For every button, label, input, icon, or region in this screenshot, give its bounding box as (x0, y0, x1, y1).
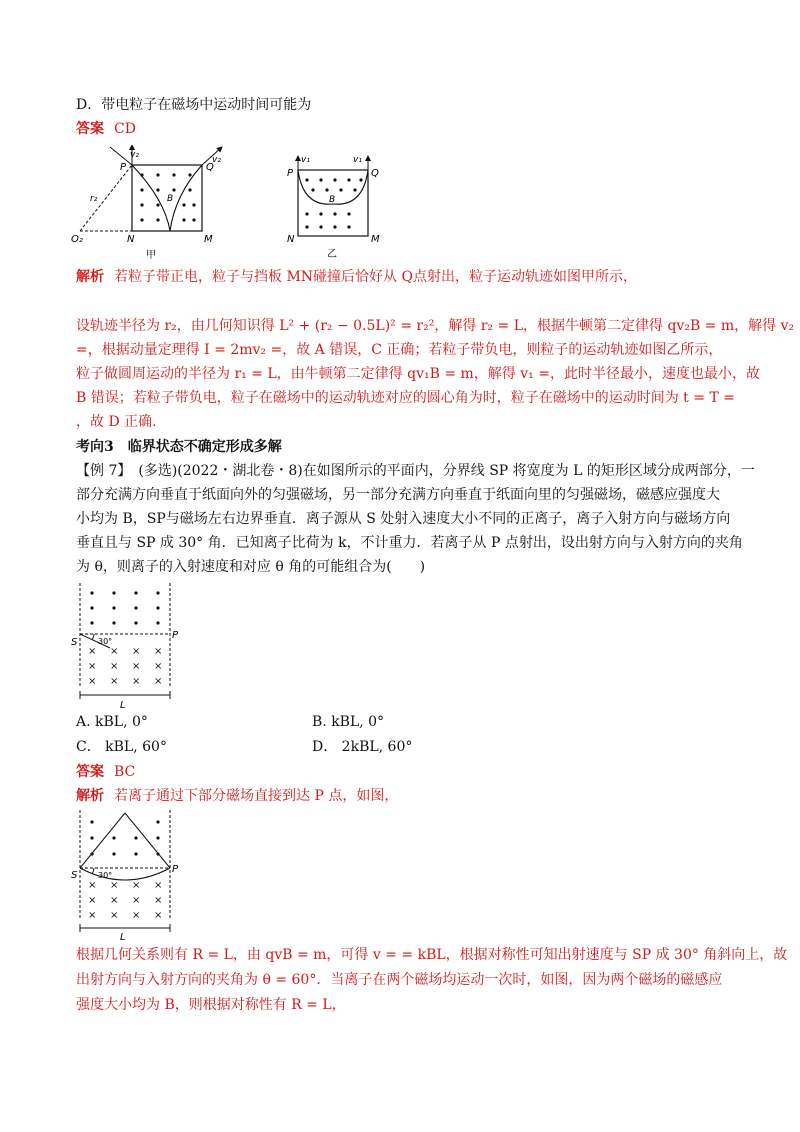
caption-yi: 乙 (327, 249, 337, 260)
analysis-label: 解析 (76, 788, 104, 804)
svg-text:×: × (110, 880, 119, 891)
svg-text:×: × (154, 676, 163, 687)
svg-text:×: × (110, 910, 119, 921)
example-line-4: 垂直且与 SP 成 30° 角．已知离子比荷为 k，不计重力．若离子从 P 点射出，设出射方向与入射方向的夹角 (76, 535, 743, 551)
example-line-2: 部分充满方向垂直于纸面向外的匀强磁场，另一部分充满方向垂直于纸面向里的匀强磁场，磁感应强度大 (76, 487, 720, 503)
analysis-line-5: B 错误；若粒子带负电，粒子在磁场中的运动轨迹对应的圆心角为时，粒子在磁场中的运动时间为 t = T = (76, 390, 735, 406)
option-c: C． kBL, 60° (76, 739, 167, 755)
figure-example (70, 583, 190, 713)
svg-text:×: × (88, 880, 97, 891)
label-s: S (71, 637, 78, 648)
svg-text:×: × (88, 661, 97, 672)
example-line-3: 小均为 B，SP与磁场左右边界垂直．离子源从 S 处射入速度大小不同的正离子，离子入射方向与磁场方向 (76, 511, 731, 527)
caption-jia: 甲 (146, 250, 156, 260)
label-v1-left: v₁ (301, 155, 310, 165)
svg-text:×: × (88, 646, 97, 657)
option-a: A. kBL, 0° (76, 714, 148, 730)
label-p: P (172, 630, 179, 641)
label-b: B (167, 194, 174, 204)
label-n: N (127, 234, 135, 245)
label-r2: r₂ (90, 194, 98, 204)
answer-line (76, 120, 136, 138)
label-q: Q (206, 162, 214, 173)
figure-yi (283, 152, 393, 260)
label-p: P (120, 162, 127, 173)
label-n: N (287, 234, 295, 245)
svg-text:×: × (110, 676, 119, 687)
label-m: M (204, 234, 213, 245)
svg-text:×: × (88, 676, 97, 687)
svg-text:×: × (132, 910, 141, 921)
svg-text:×: × (154, 880, 163, 891)
analysis-line-2: 设轨迹半径为 r₂，由几何知识得 L² + (r₂ − 0.5L)² = r₂²，解得 r₂ = L，根据牛顿第二定律得 qv₂B = m，解得 v₂ (76, 318, 795, 334)
svg-text:×: × (154, 646, 163, 657)
label-v2-right: v₂ (212, 155, 221, 165)
label-l: L (120, 932, 126, 940)
label-p: P (172, 864, 179, 875)
analysis2-line-4: 强度大小均为 B，则根据对称性有 R = L， (76, 997, 346, 1013)
svg-text:×: × (110, 646, 119, 657)
analysis2-line-1 (76, 787, 398, 805)
label-angle: 30° (98, 871, 113, 880)
svg-text:×: × (132, 895, 141, 906)
svg-text:×: × (110, 661, 119, 672)
svg-text:×: × (154, 910, 163, 921)
analysis-line-6: ，故 D 正确. (76, 414, 157, 430)
analysis-text: 若粒子带正电，粒子与挡板 MN碰撞后恰好从 Q点射出，粒子运动轨迹如图甲所示， (114, 269, 637, 285)
label-m: M (371, 234, 380, 245)
figure-solution (70, 810, 190, 940)
answer-line-2 (76, 763, 135, 781)
section-heading: 考向3 临界状态不确定形成多解 (76, 439, 282, 455)
svg-text:×: × (132, 646, 141, 657)
label-b: B (329, 195, 336, 205)
svg-text:×: × (132, 880, 141, 891)
svg-text:×: × (88, 895, 97, 906)
answer-label: 答案 (76, 121, 104, 137)
label-angle: 30° (98, 637, 113, 646)
label-v1-right: v₁ (353, 155, 362, 165)
label-l: L (120, 700, 126, 711)
option-d-previous: D．带电粒子在磁场中运动时间可能为 (76, 97, 312, 113)
option-b: B. kBL, 0° (312, 714, 385, 730)
svg-text:×: × (88, 910, 97, 921)
svg-text:×: × (154, 895, 163, 906)
label-q: Q (371, 168, 379, 179)
svg-text:×: × (132, 661, 141, 672)
label-o2: O₂ (71, 234, 83, 245)
example-line-5: 为 θ，则离子的入射速度和对应 θ 角的可能组合为( ) (76, 559, 426, 575)
svg-text:×: × (132, 676, 141, 687)
analysis2-line-3: 出射方向与入射方向的夹角为 θ = 60°．当离子在两个磁场均运动一次时，如图，因为两个磁场的磁感应 (76, 972, 723, 988)
answer-value: BC (114, 764, 136, 780)
analysis-line-4: 粒子做圆周运动的半径为 r₁ = L，由牛顿第二定律得 qv₁B = m，解得 v₁ =，此时半径最小，速度也最小，故 (76, 366, 760, 382)
svg-text:×: × (110, 895, 119, 906)
option-d: D． 2kBL, 60° (312, 739, 413, 755)
figure-jia (70, 145, 230, 260)
analysis-label: 解析 (76, 269, 104, 285)
answer-label: 答案 (76, 764, 104, 780)
analysis2-line-2: 根据几何关系则有 R = L，由 qvB = m，可得 v = = kBL，根据对称性可知出射速度与 SP 成 30° 角斜向上，故 (76, 947, 788, 963)
example-line-1: 【例 7】 (多选)(2022・湖北卷・8)在如图所示的平面内，分界线 SP 将宽度为 L 的矩形区域分成两部分，一 (76, 463, 755, 479)
label-v2-left: v₂ (130, 150, 139, 160)
svg-text:×: × (154, 661, 163, 672)
answer-value: CD (114, 121, 136, 137)
analysis-line-3: =，根据动量定理得 I = 2mv₂ =，故 A 错误，C 正确；若粒子带负电，则粒子的运动轨迹如图乙所示， (76, 342, 723, 358)
analysis-line-1 (76, 268, 637, 286)
label-p: P (287, 168, 294, 179)
analysis-text: 若离子通过下部分磁场直接到达 P 点，如图， (114, 788, 399, 804)
label-s: S (71, 870, 78, 881)
